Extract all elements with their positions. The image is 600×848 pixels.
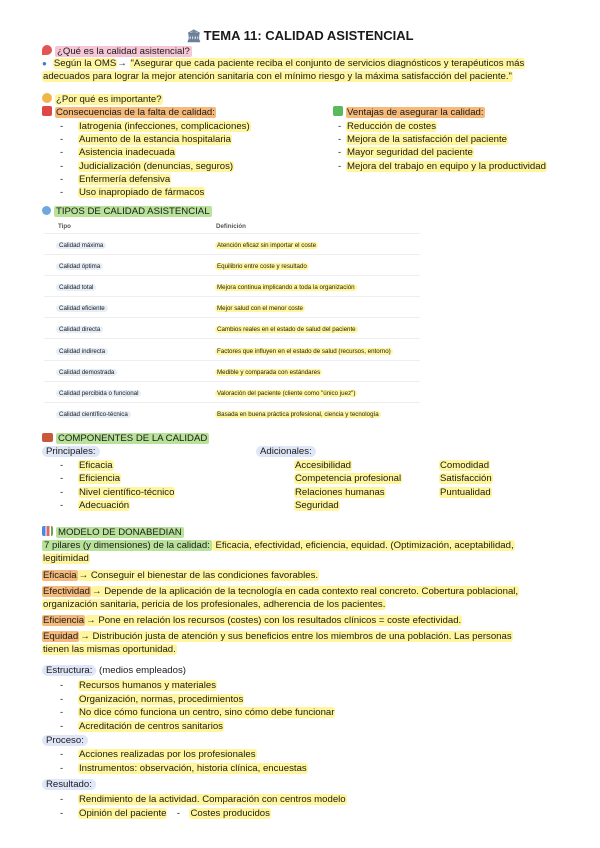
table-cell: Valoración del paciente (cliente como "único juez") [217, 390, 356, 397]
bar-chart-icon [42, 526, 53, 536]
list-item: - Mayor seguridad del paciente [338, 147, 473, 159]
components-extra-title: Adicionales: [256, 446, 316, 458]
cross-mark-icon [42, 106, 52, 116]
list-item: Competencia profesional [295, 473, 402, 485]
list-item: Puntualidad [440, 486, 491, 498]
list-item: Comodidad [440, 460, 490, 471]
list-item: Seguridad [295, 500, 339, 512]
list-item: - Rendimiento de la actividad. Comparación con centros modelo [60, 794, 346, 805]
list-item: - Recursos humanos y materiales [60, 680, 217, 691]
estructura-list [60, 679, 335, 733]
list-item: - Nivel científico-técnico [60, 486, 175, 498]
compass-icon [42, 93, 52, 103]
components-main-title: Principales: [42, 446, 100, 458]
advantages-list [338, 120, 547, 173]
list-item: - Opinión del paciente - Costes producidos [60, 807, 270, 819]
list-item: - Mejora de la satisfacción del paciente [338, 134, 507, 146]
list-item: - Uso inapropiado de fármacos [60, 187, 205, 199]
list-item: Satisfacción [440, 473, 492, 485]
list-item: - Aumento de la estancia hospitalaria [60, 134, 231, 146]
equidad-definition: Equidad → Distribución justa de atención y sus beneficios entre los miembros de una población. Las personas [43, 631, 512, 642]
section-heading: ¿Qué es la calidad asistencial? [57, 46, 190, 57]
table-cell: Atención eficaz sin importar el coste [217, 242, 317, 249]
components-main-list [60, 459, 175, 513]
section-types [42, 206, 212, 218]
list-item: - Adecuación [60, 500, 130, 512]
proceso-title: Proceso: [42, 735, 88, 747]
components-extra-col1 [294, 459, 402, 513]
table-divider [44, 233, 420, 234]
estructura-title: Estructura: (medios empleados) [42, 665, 186, 677]
list-item: Relaciones humanas [295, 486, 385, 498]
efectividad-definition-cont: organización sanitaria, pericia de los profesionales, adherencia de los pacientes. [43, 599, 386, 610]
section-heading: COMPONENTES DE LA CALIDAD [58, 433, 208, 444]
table-cell: Basada en buena práctica profesional, ciencia y tecnología [217, 411, 379, 418]
table-row: Calidad demostrada [56, 369, 117, 377]
list-item: - Judicialización (denuncias, seguros) [60, 160, 234, 172]
table-row: Calidad máxima [56, 242, 106, 250]
section-donabedian [42, 526, 184, 539]
table-row: Calidad total [56, 284, 96, 292]
proceso-list [60, 748, 308, 775]
list-item: - Reducción de costes [338, 121, 437, 132]
equidad-definition-cont: tienen las mismas oportunidad. [43, 644, 176, 655]
list-item: - Asistencia inadecuada [60, 147, 176, 159]
oms-definition-line1: ● Según la OMS→ "Asegurar que cada paciente reciba el conjunto de servicios diagnósticos y terapéuticos más [42, 58, 525, 69]
table-cell: Equilibrio entre coste y resultado [217, 263, 307, 270]
list-item: - Iatrogenia (infecciones, complicaciones) [60, 121, 250, 132]
list-item: - Organización, normas, procedimientos [60, 693, 244, 705]
list-item: - No dice cómo funciona un centro, sino cómo debe funcionar [60, 707, 335, 719]
magnifier-icon [42, 206, 51, 215]
pushpin-icon [42, 45, 52, 55]
table-row: Calidad óptima [56, 263, 103, 271]
bricks-icon [42, 433, 53, 442]
components-extra-col2 [439, 459, 493, 499]
table-cell: Mejor salud con el menor coste [217, 305, 303, 312]
list-item: - Enfermería defensiva [60, 173, 171, 185]
table-cell: Cambios reales en el estado de salud del paciente [217, 326, 356, 333]
eficacia-definition: Eficacia → Conseguir el bienestar de las condiciones favorables. [43, 570, 319, 581]
list-item: Accesibilidad [295, 460, 351, 471]
check-mark-icon [333, 106, 343, 116]
resultado-title: Resultado: [42, 779, 96, 791]
list-item: - Mejora del trabajo en equipo y la productividad [338, 160, 546, 172]
section-components [42, 433, 209, 445]
table-row: Calidad indirecta [56, 348, 108, 356]
section-what-is [42, 45, 192, 58]
advantages-title: Ventajas de asegurar la calidad: [333, 106, 485, 119]
table-header-tipo: Tipo [58, 223, 71, 230]
consequences-list [60, 120, 251, 199]
resultado-list [60, 793, 347, 820]
table-row: Calidad directa [56, 326, 103, 334]
pillars-line1: 7 pilares (y dimensiones) de la calidad: Eficacia, efectividad, eficiencia, equidad. (Optimización, aceptabilidad, [44, 540, 514, 551]
section-heading: MODELO DE DONABEDIAN [58, 527, 182, 538]
table-cell: Medible y comparada con estándares [217, 369, 321, 376]
table-row: Calidad científico-técnica [56, 411, 131, 419]
list-item: - Acreditación de centros sanitarios [60, 720, 223, 732]
table-row: Calidad percibida o funcional [56, 390, 141, 398]
bullet-icon: ● [42, 59, 47, 68]
eficiencia-definition: Eficiencia → Pone en relación los recursos (costes) con los resultados clínicos = coste efectividad. [43, 615, 462, 626]
section-heading: TIPOS DE CALIDAD ASISTENCIAL [56, 206, 210, 217]
list-item: - Eficiencia [60, 473, 121, 485]
table-row: Calidad eficiente [56, 305, 108, 313]
table-header-definicion: Definición [216, 223, 246, 230]
table-cell: Mejora continua implicando a toda la organización [217, 284, 355, 291]
pillars-line2: legitimidad [43, 553, 89, 564]
consequences-title: Consecuencias de la falta de calidad: [42, 106, 216, 119]
list-item: - Acciones realizadas por los profesionales [60, 749, 256, 760]
list-item: - Instrumentos: observación, historia clínica, encuestas [60, 762, 307, 774]
table-cell: Factores que influyen en el estado de salud (recursos, entorno) [217, 348, 391, 355]
page-title: 🏛 TEMA 11: CALIDAD ASISTENCIAL [186, 28, 414, 43]
section-why-important [42, 93, 163, 106]
list-item: - Eficacia [60, 460, 113, 471]
section-heading: ¿Por qué es importante? [56, 94, 162, 105]
bank-icon: 🏛 [186, 29, 202, 43]
oms-definition-line2: adecuados para lograr la mejor atención sanitaria con el mínimo riesgo y la máxima satisfacción del paciente." [43, 71, 512, 82]
efectividad-definition: Efectividad → Depende de la aplicación de la tecnología en cada contexto real concreto. Cobertura poblacional, [43, 586, 519, 597]
